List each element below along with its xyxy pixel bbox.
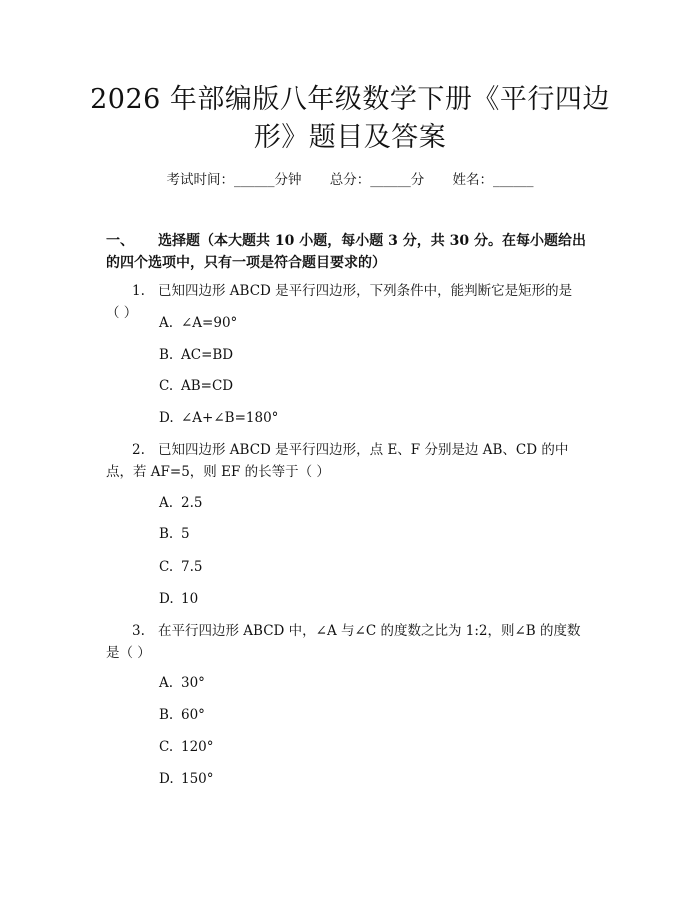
option-letter: B. bbox=[159, 526, 174, 542]
option-text: 7.5 bbox=[181, 559, 203, 575]
option-text: AB=CD bbox=[181, 378, 234, 394]
option-letter: C. bbox=[159, 559, 174, 575]
question-2-option-a bbox=[159, 493, 202, 513]
page-title-line-1: 2026 年部编版八年级数学下册《平行四边 bbox=[90, 84, 610, 115]
question-3-option-c bbox=[159, 737, 214, 757]
option-text: 30° bbox=[181, 675, 205, 691]
exam-time-field: 考试时间：______分钟 bbox=[166, 172, 302, 188]
option-letter: D. bbox=[159, 410, 174, 426]
option-letter: C. bbox=[159, 739, 174, 755]
option-text: 5 bbox=[181, 526, 190, 542]
question-number: 2. bbox=[132, 442, 145, 458]
question-1-option-b bbox=[159, 345, 233, 365]
option-text: 120° bbox=[181, 739, 214, 755]
exam-name-field: 姓名：______ bbox=[452, 172, 534, 188]
option-letter: D. bbox=[159, 591, 174, 607]
option-text: 60° bbox=[181, 707, 205, 723]
question-1-option-c bbox=[159, 376, 233, 396]
section-heading-text: 选择题（本大题共 10 小题，每小题 3 分，共 30 分。在每小题给出的四个选项中，只有一项是符合题目要求的） bbox=[106, 233, 586, 271]
option-text: ∠A=90° bbox=[181, 315, 238, 331]
question-2-option-d bbox=[159, 589, 198, 609]
question-1-option-a bbox=[159, 313, 237, 333]
question-text: 在平行四边形 ABCD 中，∠A 与∠C 的度数之比为 1:2，则∠B 的度数是（ ） bbox=[106, 623, 581, 661]
exam-score-field: 总分：______分 bbox=[329, 172, 425, 188]
section-number: 一、 bbox=[106, 233, 134, 249]
question-2-stem bbox=[106, 439, 584, 483]
section-heading bbox=[106, 230, 596, 274]
question-text: 已知四边形 ABCD 是平行四边形，点 E、F 分别是边 AB、CD 的中点，若 AF=5，则 EF 的长等于（ ） bbox=[106, 442, 569, 480]
question-number: 1. bbox=[132, 283, 145, 299]
option-letter: B. bbox=[159, 347, 174, 363]
question-3-option-d bbox=[159, 769, 214, 789]
question-3-option-b bbox=[159, 705, 205, 725]
page-title-line-2: 形》题目及答案 bbox=[253, 122, 447, 153]
option-letter: C. bbox=[159, 378, 174, 394]
question-number: 3. bbox=[132, 623, 145, 639]
question-2-option-c bbox=[159, 557, 202, 577]
option-text: ∠A+∠B=180° bbox=[181, 410, 279, 426]
question-1-option-d bbox=[159, 408, 278, 428]
option-text: 150° bbox=[181, 771, 214, 787]
option-letter: A. bbox=[159, 315, 174, 331]
option-text: 10 bbox=[181, 591, 199, 607]
question-3-stem bbox=[106, 620, 584, 664]
question-text: 已知四边形 ABCD 是平行四边形，下列条件中，能判断它是矩形的是（ ） bbox=[106, 283, 573, 321]
option-text: AC=BD bbox=[181, 347, 234, 363]
exam-info-bar bbox=[0, 168, 700, 188]
option-letter: B. bbox=[159, 707, 174, 723]
option-letter: A. bbox=[159, 675, 174, 691]
question-2-option-b bbox=[159, 524, 190, 544]
option-text: 2.5 bbox=[181, 495, 203, 511]
question-3-option-a bbox=[159, 673, 205, 693]
option-letter: A. bbox=[159, 495, 174, 511]
option-letter: D. bbox=[159, 771, 174, 787]
